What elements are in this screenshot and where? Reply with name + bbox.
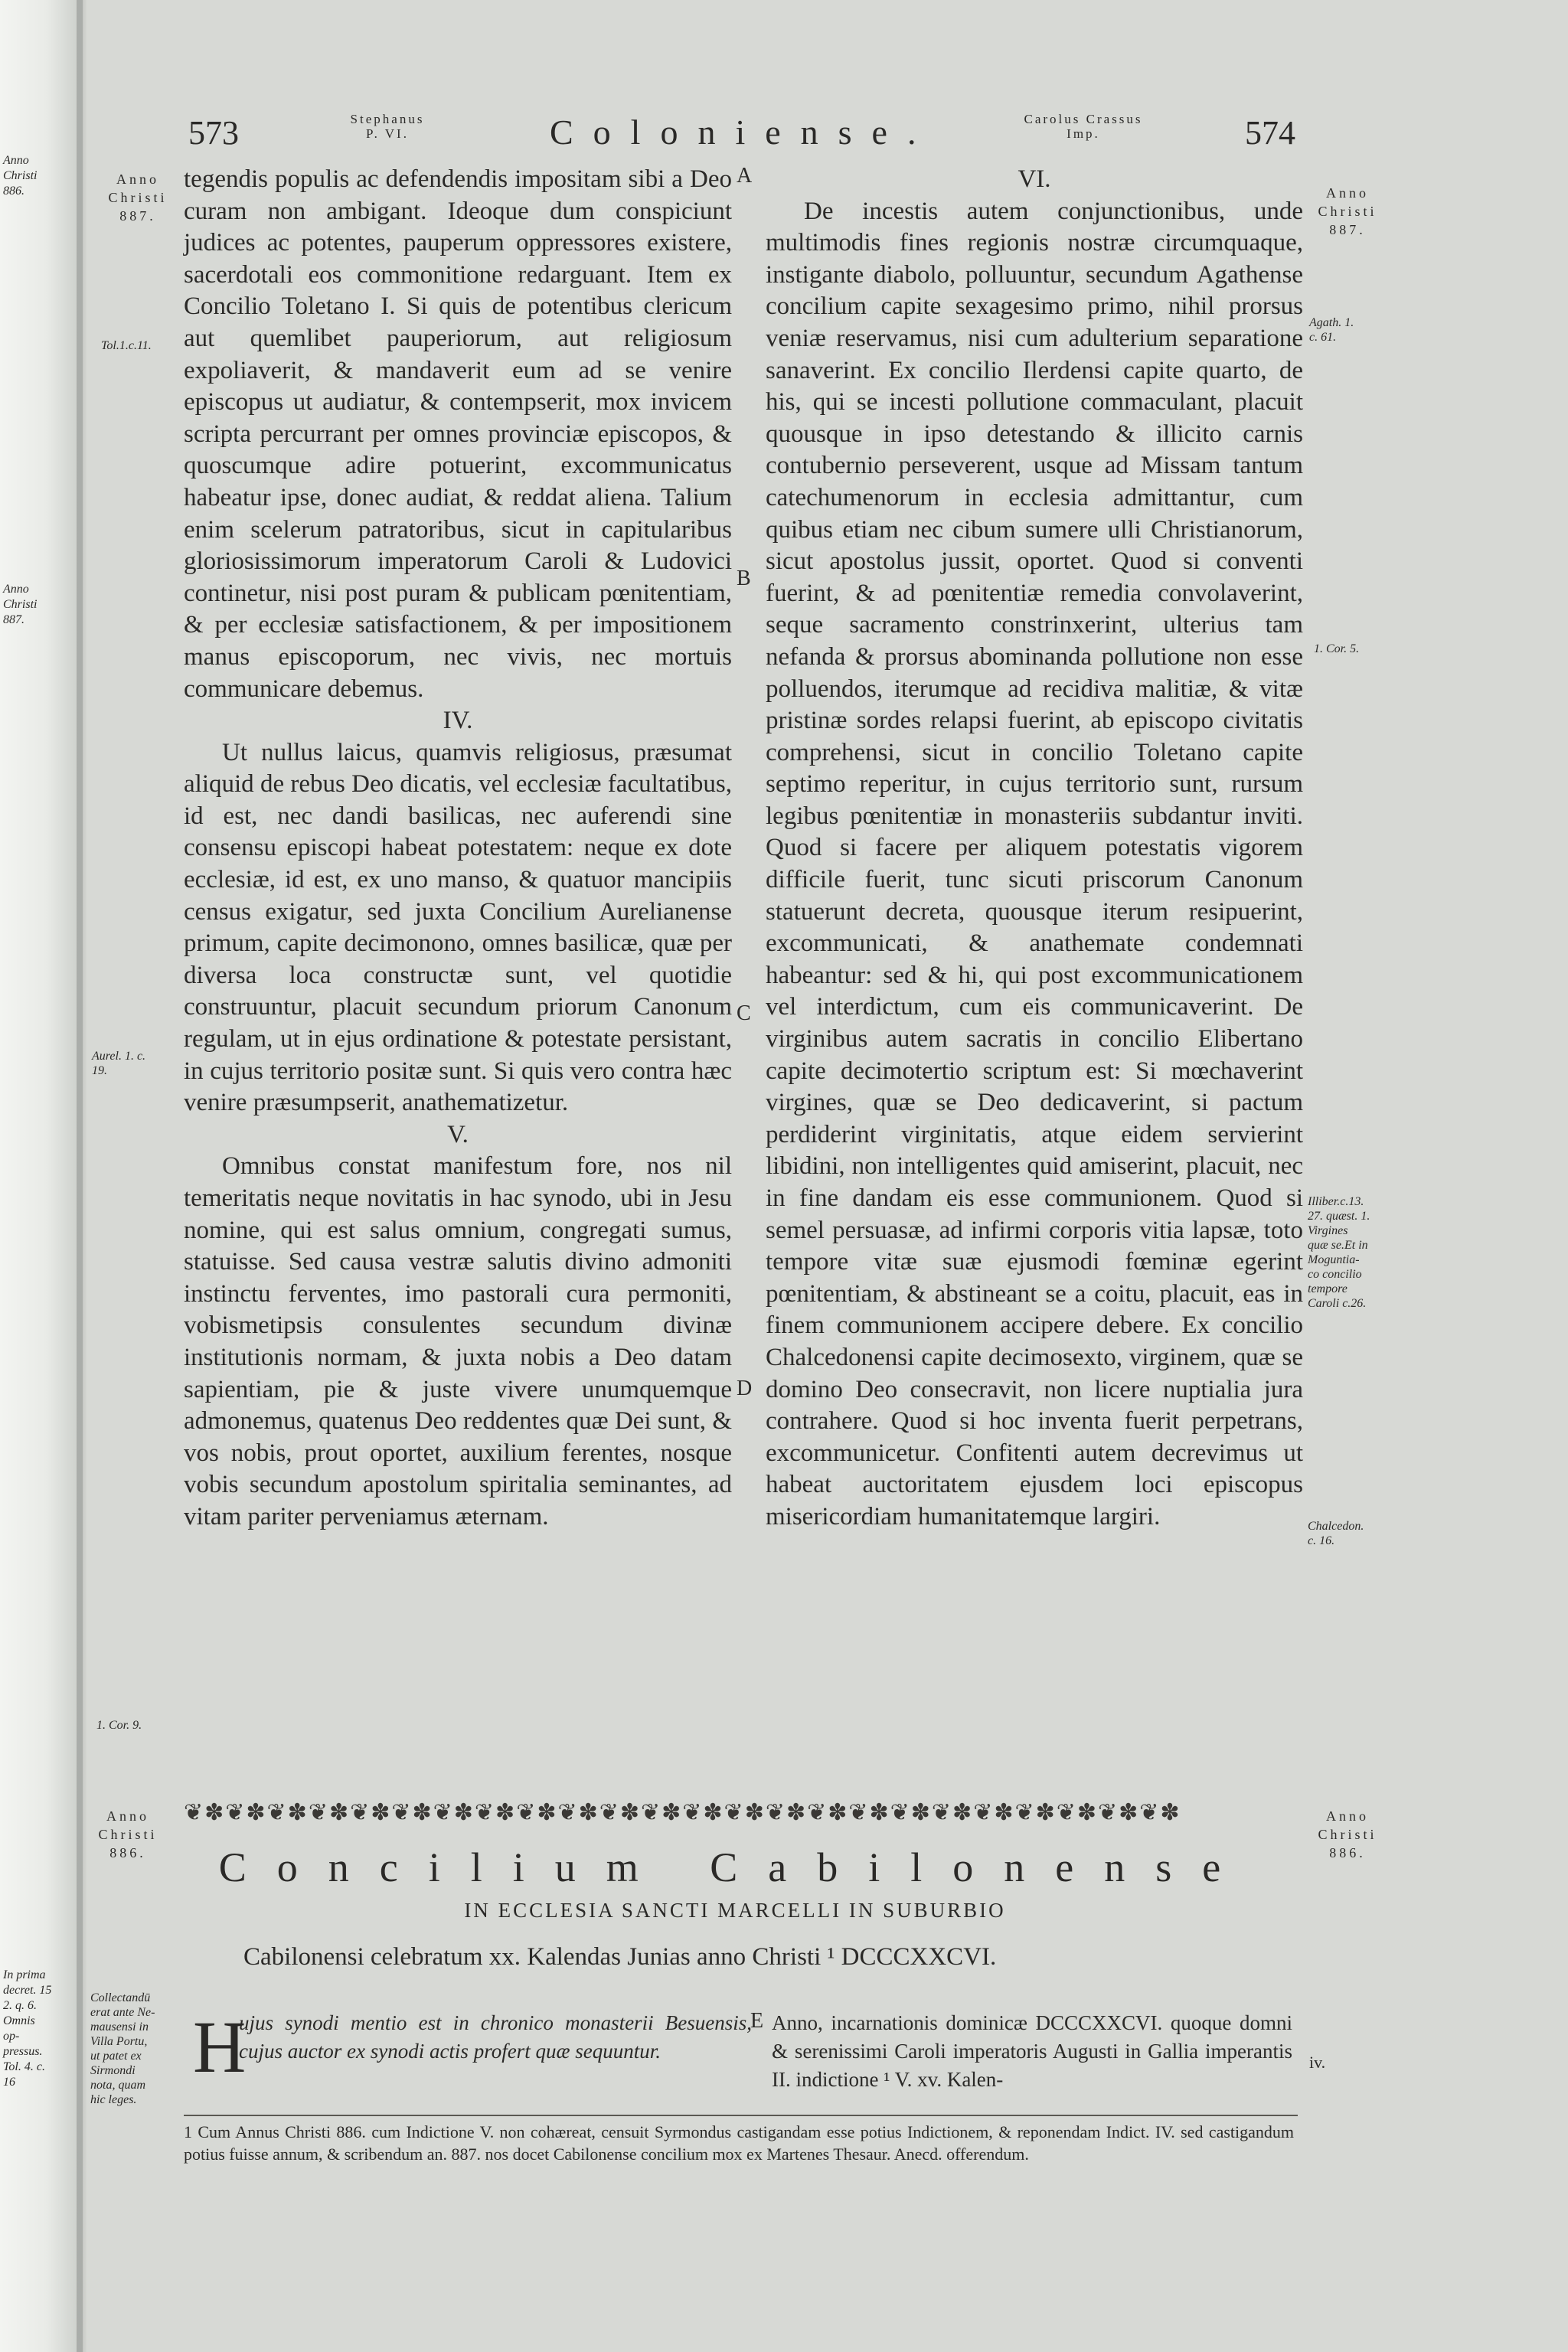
- margin-note-illiber: Illiber.c.13. 27. quæst. 1. Virgines quæ se.Et in Moguntia- co concilio tempore Caroli c.26.: [1308, 1195, 1370, 1310]
- margin-note-agath: Agath. 1. c. 61.: [1309, 316, 1354, 344]
- facing-page-note-bottom: In prima decret. 15 2. q. 6. Omnis op- pressus. Tol. 4. c. 16: [3, 1968, 52, 2089]
- margin-note-aurel: Aurel. 1. c. 19.: [92, 1050, 146, 1077]
- margin-note-cor-left: 1. Cor. 9.: [96, 1719, 142, 1732]
- council-subtitle-date: Cabilonensi celebratum xx. Kalendas Junias anno Christi ¹ DCCCXXCVI.: [243, 1943, 997, 1971]
- left-column: [184, 164, 732, 1534]
- center-title: Coloniense.: [550, 113, 936, 152]
- drop-cap: H: [193, 2006, 247, 2088]
- left-running-title: Stephanus P. VI.: [350, 112, 425, 141]
- margin-note-chalcedon: Chalcedon. c. 16.: [1308, 1520, 1364, 1547]
- council-title: Concilium Cabilonense: [218, 1844, 1252, 1890]
- margin-anno-bottom-right: Anno Christi 886.: [1318, 1808, 1377, 1860]
- intro-right-text: Anno, incarnationis dominicæ DCCCXXCVI. quoque domni & serenissimi Caroli imperatoris Augusti in Gallia imperantis II. indictione ¹ V. xv. Kalen-: [772, 2011, 1292, 2091]
- ornament-band: ❦✽❦✽❦✽❦✽❦✽❦✽❦✽❦✽❦✽❦✽❦✽❦✽❦✽❦✽❦✽❦✽❦✽❦✽❦✽❦✽❦✽❦✽❦✽❦✽: [184, 1799, 1181, 1825]
- margin-anno-top-left: Anno Christi 887.: [108, 172, 168, 224]
- gutter-shadow: [77, 0, 87, 2352]
- margin-anno-top-right: Anno Christi 887.: [1318, 185, 1377, 237]
- heading-iv: IV.: [443, 707, 473, 735]
- section-letter-e: E: [750, 2009, 764, 2033]
- paragraph-iii-end: tegendis populis ac defendendis impositam sibi a Deo curam non ambigant. Ideoque dum conspiciunt judices ac potentes, pauperum oppressores existere, sacerdotali eos commonitione redarguant. Item ex Concilio Toletano I. Si quis de potentibus clericum aut quemlibet pauperiorum, aut religiosum expoliaverit, & mandaverit eum ad se venire episcopus ut audiatur, & contempserit, mox invicem scripta percurrant per omnes provinciæ episcopos, & quoscumque adire potuerint, excommunicatus habeatur ipse, donec audiat, & reddat aliena. Talium enim scelerum patratoribus, sicut in capitularibus gloriosissimorum imperatorum Caroli & Ludovici continetur, nisi post puram & publicam pœnitentiam, & per ecclesiæ satisfactionem, & per impositionem manus episcoporum, nec vivis, nec mortuis communicare debemus.: [184, 165, 732, 703]
- footnote: 1 Cum Annus Christi 886. cum Indictione V. non cohæreat, censuit Syrmondus castigandam esse potius Indictionem, & reponendam Indict. IV. sed castigandum potius fuisse annum, & scribendum an. 887. nos docet Cabilonense concilium mox ex Martenes Thesaur. Anecd. offerendum.: [184, 2122, 1294, 2164]
- intro-left-text: ujus synodi mentio est in chronico monasterii Besuensis, cujus auctor ex synodi actis profert quæ sequuntur.: [239, 2011, 752, 2063]
- intro-margin-iv: iv.: [1309, 2053, 1326, 2072]
- section-letter-c: C: [737, 1001, 751, 1025]
- footnote-rule: [184, 2115, 1298, 2116]
- council-subtitle: IN ECCLESIA SANCTI MARCELLI IN SUBURBIO: [464, 1899, 1006, 1922]
- margin-anno-bottom-left: Anno Christi 886.: [98, 1808, 158, 1860]
- right-column: [766, 164, 1303, 1534]
- section-letter-d: D: [737, 1377, 753, 1400]
- facing-page-note-mid: Anno Christi 887.: [3, 583, 38, 626]
- heading-vi: VI.: [1018, 165, 1051, 193]
- paragraph-iv: Ut nullus laicus, quamvis religiosus, præsumat aliquid de rebus Deo dicatis, vel ecclesiæ facultatibus, id est, nec dandi basilicas, nec auferendi sine consensu episcopi habeat potestatem: neque ex dote ecclesiæ, id est, ex uno manso, & quatuor mancipiis census exigatur, sed juxta Concilium Aurelianense primum, capite decimonono, omnes basilicæ, quæ per diversa loca constructæ sunt, vel quotidie construuntur, placuit secundum priorum Canonum regulam, ut in ejus ordinatione & potestate persistant, in cujus territorio positæ sunt. Si quis vero contra hæc venire præsumpserit, anathematizetur.: [184, 738, 732, 1117]
- right-page-number: 574: [1245, 114, 1295, 152]
- paragraph-v: Omnibus constat manifestum fore, nos nil temeritatis neque novitatis in hac synodo, ubi in Jesu nomine, qui est salus omnium, congregati sumus, statuisse. Sed causa vestræ salutis divino admoniti instinctu ferventes, imo pastorali cura permoniti, vobismetipsis consulentes secundum divinæ institutionis normam, & juxta nobis a Deo datam sapientiam, pie & juste vivere unumquemque admonemus, quatenus Deo reddentes quæ Dei sunt, & vos nobis, prout oportet, auxilium ferentes, nosque vobis secundum apostolum spiritalia seminantes, ad vitam pariter perveniamus æternam.: [184, 1152, 732, 1530]
- margin-note-toletano: Tol.1.c.11.: [101, 339, 152, 352]
- margin-note-collectandum: Collectandū erat ante Ne- mausensi in Villa Portu, ut patet ex Sirmondi nota, quam hic leges.: [90, 1991, 155, 2106]
- facing-page-note-top: Anno Christi 886.: [3, 154, 38, 198]
- paragraph-vi: De incestis autem conjunctionibus, unde multimodis fines regionis nostræ circumquaque, instigante diabolo, polluuntur, secundum Agathense concilium capite sexagesimo primo, nihil prorsus veniæ reservamus, nisi cum adulterium separatione sanaverint. Ex concilio Ilerdensi capite quarto, de his, qui se incesti pollutione commaculant, placuit quousque in ipso detestando & illicito carnis contubernio perseverent, usque ad Missam tantum catechumenorum in ecclesia admittantur, cum quibus etiam nec cibum sumere ulli Christianorum, sicut apostolus jussit, oportet. Quod si conventi fuerint, & ad pœnitentiæ remedia convolaverint, seque sacramento constrinxerint, ulterius tam nefanda & prorsus abominanda pollutione non esse polluendos, iterumque ad recidiva malitiæ, & vitæ pristinæ sordes relapsi fuerint, ab episcopo civitatis comprehensi, sicut in concilio Toletano capite septimo reperitur, in cujus territorio sunt, rursum legibus pœnitentiæ in monasteriis subdantur inviti. Quod si facere per aliquem potestatis vigorem difficile fuerit, tunc sicuti priscorum Canonum statuerunt decreta, quousque iterum resipuerint, excommunicati, & anathemate condemnati habeantur: sed & hi, qui post excommunicationem vel interdictum, cum eis communicaverint. De virginibus autem sacratis in concilio Elibertano capite decimotertio scriptum est: Si mœchaverint virgines, quæ se Deo dedicaverint, si pactum perdiderint virginitatis, atque eidem servierint libidini, non intelligentes quid amiserint, placuit, nec in fine dandam eis esse communionem. Quod si semel persuasæ, ad infirmi corporis vitia lapsæ, toto tempore vitæ suæ ejusmodi fœminæ egerint pœnitentiam, & abstineant se a coitu, placuit, eas in finem communionem accipere debere. Ex concilio Chalcedonensi capite decimosexto, virginem, quæ se domino Deo consecravit, non licere nuptialia jura contrahere. Quod si hoc inventa fuerit perpetrans, excommunicetur. Confitenti autem decrevimus ut habeat auctoritatem ejusdem loci episcopus misericordiam humanitatemque largiri.: [766, 197, 1303, 1530]
- margin-note-cor-right: 1. Cor. 5.: [1314, 642, 1360, 655]
- heading-v: V.: [447, 1120, 469, 1148]
- section-letter-a: A: [737, 164, 753, 188]
- section-letter-b: B: [737, 567, 751, 590]
- right-running-title: Carolus Crassus Imp.: [1024, 112, 1143, 141]
- left-page-number: 573: [188, 114, 239, 152]
